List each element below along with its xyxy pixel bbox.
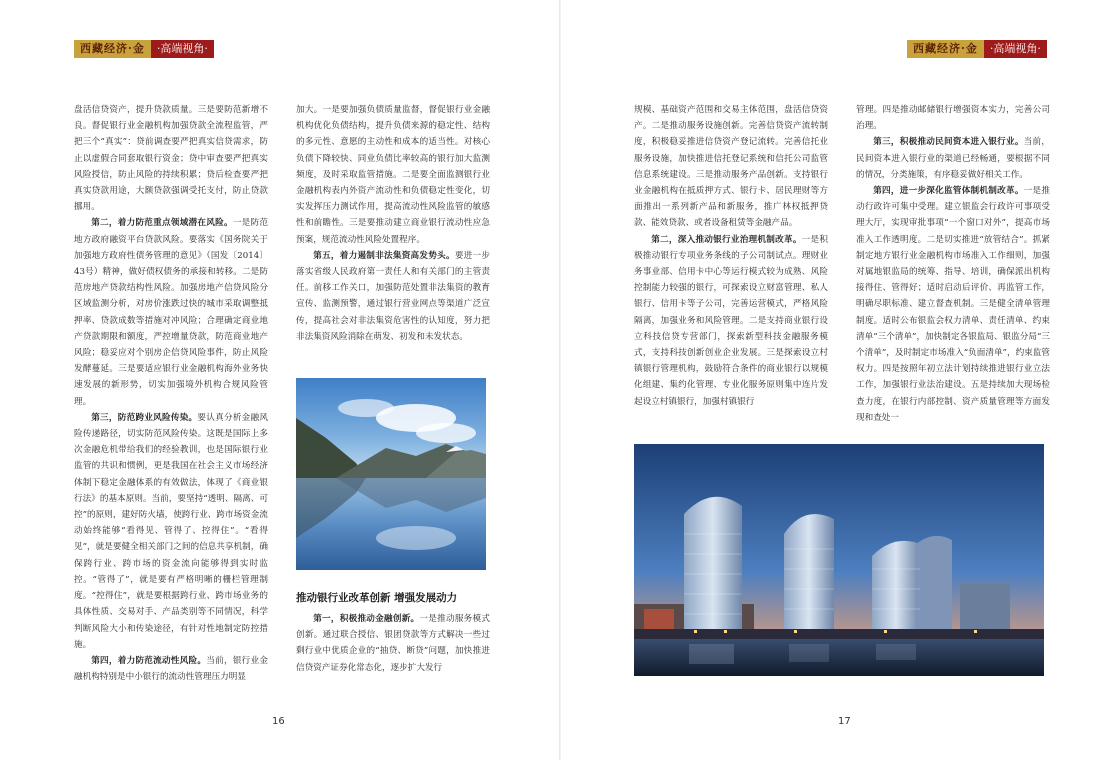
paragraph-lead: 第二，着力防范重点领域潜在风险。 [91, 218, 233, 229]
paragraph-text: 当前，民间资本进入银行业的渠道已经畅通，要根据不同的情况，分类施策，有序稳妥做好相关工作。 [856, 137, 1050, 180]
paragraph-text: 盘活信贷资产，提升贷款质量。三是要防范新增不良。督促银行业金融机构加强贷款全流程监管，严把三个“真实”：贷前调查要严把真实信贷需求，防止以虚假合同套取银行资金；贷中审查要严把真实风险授信，防止风险的持续积累；贷后检查要严把真实贷款用途，大额贷款强调受托支付，防止贷款挪用。 [74, 105, 268, 213]
paragraph-lead: 第四，进一步深化监管体制机制改革。 [873, 186, 1024, 197]
paragraph [634, 232, 828, 410]
paragraph-lead: 第五，着力遏制非法集资高发势头。 [313, 250, 455, 261]
page-number-right: 17 [838, 716, 851, 727]
header-badge-left [74, 40, 214, 58]
paragraph-lead: 第四，着力防范流动性风险。 [91, 655, 207, 666]
paragraph-text: 管理。四是推动邮储银行增强资本实力，完善公司治理。 [856, 105, 1050, 132]
paragraph-text: 一是积极推动银行专项业务条线的子公司制试点。理财业务事业部、信用卡中心等运行模式较为成熟、风险控制能力较强的银行，可探索设立财富管理、私人银行、信用卡等子公司，完善运营模式，严格风险隔离，加强业务和风险管理。二是支持商业银行设立科技信贷专营部门，探索新型科技金融服务模式，支持科技创新创业企业发展。三是探索设立村镇银行管理机构，鼓励符合条件的商业银行以规模化组建、集约化管理、专业化服务原则集中连片发起设立村镇银行，加强村镇银行 [634, 234, 828, 407]
skyscraper-photo [634, 444, 1044, 676]
paragraph-text: 加大。一是要加强负债质量监督，督促银行业金融机构优化负债结构，提升负债来源的稳定性、结构的多元性、意愿的主动性和成本的适当性。对核心负债下降较快、同业负债比率较高的银行加大监测频度，及时采取监管措施。二是要全面监测银行业金融机构表内外资产流动性和负债稳定性变化，切实发挥压力测试作用，提高流动性风险监管的敏感性和前瞻性。三是要推动建立商业银行流动性应急预案，规范流动性风险处置程序。 [296, 105, 490, 245]
paragraph [856, 102, 1050, 134]
paragraph [856, 134, 1050, 183]
paragraph [296, 248, 490, 345]
paragraph [74, 102, 268, 215]
paragraph [296, 611, 490, 676]
paragraph [856, 183, 1050, 426]
lake-mountain-photo [296, 378, 486, 570]
header-badge-right [907, 40, 1047, 58]
page-gutter [559, 0, 561, 760]
paragraph [634, 102, 828, 232]
text-column-3 [634, 102, 828, 410]
section-label: ·高端视角· [984, 40, 1047, 58]
text-column-2-lower [296, 611, 490, 676]
paragraph [74, 653, 268, 685]
paragraph-text: 一是防范地方政府融资平台贷款风险。要落实《国务院关于加强地方政府性债务管理的意见》（国发〔2014〕43号）精神，做好债权债务的承接和转移。二是防范房地产贷款结构性风险。加强房地产信贷风险分区域监测分析，对房价涨跌过快的城市采取调整抵押率、贷款成数等措施对冲风险；合理确定商业地产贷款期限和额度，严控增量贷款，防范商业地产风险；稳妥应对个别房企信贷风险事件，防止风险发酵蔓延。三是要适应银行业金融机构海外业务快速发展的新形势，切实加强境外机构合规风险管理。 [74, 218, 268, 407]
paragraph-lead: 第三，积极推动民间资本进入银行业。 [873, 137, 1024, 148]
text-column-2 [296, 102, 490, 345]
paragraph-text: 一是推动服务模式创新。通过联合授信、银团贷款等方式解决一些过剩行业中优质企业的“抽贷、断贷”问题，加快推进信贷资产证券化常态化，逐步扩大发行 [296, 614, 490, 673]
paragraph-lead: 第一，积极推动金融创新。 [313, 614, 420, 624]
paragraph-text: 规模、基础资产范围和交易主体范围，盘活信贷资产。二是推动服务设施创新。完善信贷资产流转制度，积极稳妥推进信贷资产登记流转。完善信托业服务设施，加快推进信托登记系统和信托公司监管信息系统建设。三是推动服务产品创新。支持银行业金融机构在抵质押方式、银行卡、居民理财等方面推出一系列新产品和新服务，推广林权抵押贷款、能效贷款、或者设备租赁等金融产品。 [634, 105, 828, 229]
text-column-4 [856, 102, 1050, 426]
paragraph-text: 当前，银行业金融机构特别是中小银行的流动性管理压力明显 [74, 655, 268, 683]
paragraph [74, 215, 268, 409]
paragraph [296, 102, 490, 248]
magazine-logo: 西藏经济·金 [74, 40, 151, 58]
text-column-1 [74, 102, 268, 685]
magazine-logo: 西藏经济·金 [907, 40, 984, 58]
paragraph-text: 要认真分析金融风险传递路径，切实防范风险传染。这既是国际上多次金融危机带给我们的经验教训，也是国际银行业监管的共识和惯例，更是我国在社会主义市场经济体制下稳定金融体系的有效做法，体现了《商业银行法》的基本原则。当前，要坚持“透明、隔离、可控”的原则，建好防火墙，使跨行业、跨市场资金流动始终能够“看得见、管得了、控得住”。“看得见”，就是要健全相关部门之间的信息共享机制，确保跨行业、跨市场的资金流向能够得到实时监控。“管得了”，就是要有严格明晰的栅栏管理制度。“控得住”，就是要根据跨行业、跨市场业务的具体性质、交易对手、产品类别等不同情况，科学判断风险大小和传染途径，有针对性地制定防控措施。 [74, 412, 268, 650]
paragraph-lead: 第二，深入推动银行业治理机制改革。 [651, 234, 802, 245]
section-subheading: 推动银行业改革创新 增强发展动力 [296, 592, 458, 604]
paragraph-text: 要进一步落实省级人民政府第一责任人和有关部门的主管责任。前移工作关口，加强防范处置非法集资的教育宣传、监测预警，通过银行营业网点等渠道广泛宣传，提高社会对非法集资危害性的认知度，努力把非法集资风险消除在萌发、初发和未发状态。 [296, 250, 490, 342]
paragraph-text: 一是推动行政许可集中受理。建立银监会行政许可事项受理大厅，实现审批事项“一个窗口对外”，提高市场准入工作透明度。二是切实推进“放管结合”。抓紧制定地方银行业金融机构市场准入工作细则，加强对属地银监局的统筹、指导、培训，确保派出机构接得住、管得好；适时启动后评价、再监管工作，明确尽职标准、建立督查机制。三是健全清单管理制度。适时公布银监会权力清单、责任清单、约束清单“三个清单”，加快制定各银监局、银监分局“三个清单”，及时制定市场准入“负面清单”，约束监管权力。四是按照年初立法计划持续推进银行业立法工作，加强银行业法治建设。五是持续加大现场检查力度，在银行内部控制、资产质量管理等方面发现和查处一 [856, 186, 1050, 423]
paragraph [74, 410, 268, 653]
section-label: ·高端视角· [151, 40, 214, 58]
paragraph-lead: 第三，防范跨业风险传染。 [91, 412, 198, 423]
page-number-left: 16 [272, 716, 285, 727]
